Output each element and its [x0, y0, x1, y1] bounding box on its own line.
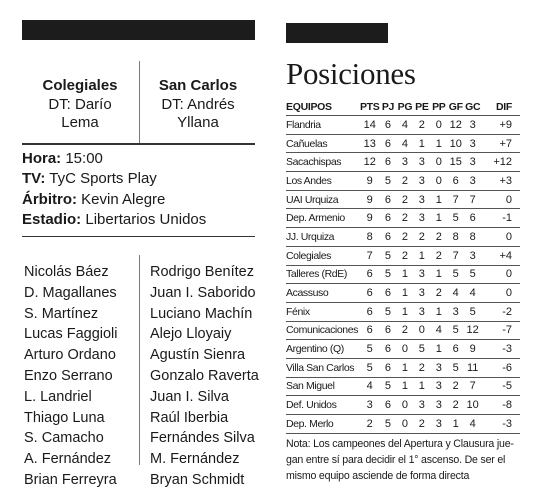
stat-cell: 1 [396, 284, 413, 303]
stat-cell: -6 [481, 358, 520, 377]
stat-cell: 13 [360, 134, 380, 153]
stat-cell: 5 [380, 246, 397, 265]
stat-cell: 5 [447, 265, 464, 284]
stat-cell: 12 [447, 116, 464, 135]
lineup-divider [139, 255, 140, 465]
player: Gonzalo Raverta [150, 367, 259, 384]
stat-cell: 6 [447, 340, 464, 359]
player: Brian Ferreyra [24, 471, 117, 488]
team-name-cell: Sacachispas [286, 153, 360, 172]
stat-cell: 2 [430, 246, 447, 265]
stat-cell: 6 [447, 172, 464, 191]
table-row [286, 134, 520, 153]
player: Fernándes Silva [150, 430, 255, 447]
stat-cell: 0 [481, 190, 520, 209]
stat-cell: 2 [396, 172, 413, 191]
stat-cell: -2 [481, 302, 520, 321]
estadio-line: Estadio: Libertarios Unidos [22, 211, 207, 228]
stat-cell: 4 [464, 415, 481, 434]
player: Alejo Lloyaiy [150, 326, 232, 343]
stat-cell: 14 [360, 116, 380, 135]
stat-cell: 8 [447, 228, 464, 247]
stat-cell: 7 [464, 190, 481, 209]
stat-cell: 15 [447, 153, 464, 172]
hora-line: Hora: 15:00 [22, 149, 103, 167]
stat-cell: 2 [396, 321, 413, 340]
away-team-name: San Carlos [158, 77, 238, 94]
stat-cell: +7 [481, 134, 520, 153]
stat-cell: 9 [464, 340, 481, 359]
stat-cell: 3 [360, 396, 380, 415]
team-name-cell: JJ. Urquiza [286, 228, 360, 247]
home-lineup [24, 262, 118, 491]
standings-panel [286, 23, 520, 484]
arbitro-line: Árbitro: Kevin Alegre [22, 190, 166, 208]
stat-cell: 6 [380, 284, 397, 303]
away-lineup [150, 262, 259, 491]
stat-cell: 5 [413, 340, 430, 359]
stat-cell: 5 [380, 265, 397, 284]
stat-cell: 1 [430, 190, 447, 209]
team-name-cell: Flandria [286, 116, 360, 135]
column-header: PG [397, 101, 413, 113]
stat-cell: 8 [360, 228, 380, 247]
stat-cell: 2 [396, 228, 413, 247]
stat-cell: 2 [413, 415, 430, 434]
team-name-cell: Villa San Carlos [286, 358, 360, 377]
standings-title: Posiciones [286, 56, 416, 91]
stat-cell: 1 [430, 265, 447, 284]
stat-cell: 7 [464, 377, 481, 396]
stat-cell: 6 [380, 190, 397, 209]
table-row [286, 153, 520, 172]
stat-cell: 3 [413, 284, 430, 303]
stat-cell: 5 [380, 377, 397, 396]
stat-cell: 4 [396, 116, 413, 135]
stat-cell: 3 [413, 209, 430, 228]
lineups [22, 237, 259, 488]
stat-cell: 3 [413, 265, 430, 284]
tv-line: TV: TyC Sports Play [22, 170, 157, 187]
stat-cell: 0 [396, 415, 413, 434]
stat-cell: 10 [447, 134, 464, 153]
player: Nicolás Báez [24, 264, 109, 280]
home-coach-line1: DT: Darío [48, 95, 112, 113]
stat-cell: 1 [396, 377, 413, 396]
stat-cell: 1 [430, 340, 447, 359]
player: Arturo Ordano [24, 347, 116, 364]
stat-cell: 3 [430, 415, 447, 434]
header-bar [22, 20, 255, 40]
stat-cell: 3 [447, 302, 464, 321]
stat-cell: 5 [380, 172, 397, 191]
stat-cell: -5 [481, 377, 520, 396]
stat-cell: 5 [464, 265, 481, 284]
stat-cell: 12 [464, 321, 481, 340]
table-row [286, 265, 520, 284]
stat-cell: 0 [430, 153, 447, 172]
team-name-cell: Fénix [286, 302, 360, 321]
table-row [286, 284, 520, 303]
stat-cell: +12 [481, 153, 520, 172]
player: Lucas Faggioli [24, 326, 118, 343]
team-name-cell: Acassuso [286, 284, 360, 303]
table-header [286, 99, 520, 116]
stat-cell: 3 [430, 358, 447, 377]
stat-cell: 2 [447, 377, 464, 396]
stat-cell: -3 [481, 415, 520, 434]
stat-cell: 2 [430, 284, 447, 303]
stat-cell: 2 [360, 415, 380, 434]
table-row [286, 358, 520, 377]
home-team-name: Colegiales [42, 77, 118, 94]
stat-cell: 6 [360, 265, 380, 284]
stat-cell: 0 [481, 265, 520, 284]
stat-cell: 2 [396, 246, 413, 265]
stat-cell: 5 [360, 340, 380, 359]
stat-cell: 6 [360, 284, 380, 303]
stat-cell: 0 [396, 340, 413, 359]
stat-cell: 6 [360, 302, 380, 321]
player: Juan I. Silva [150, 388, 229, 405]
team-name-cell: San Miguel [286, 377, 360, 396]
table-row [286, 377, 520, 396]
stat-cell: 0 [481, 228, 520, 247]
stat-cell: 6 [380, 358, 397, 377]
stat-cell: 6 [380, 116, 397, 135]
stat-cell: 5 [464, 302, 481, 321]
player: Luciano Machín [150, 305, 253, 322]
stat-cell: -3 [481, 340, 520, 359]
stat-cell: +3 [481, 172, 520, 191]
stat-cell: +4 [481, 246, 520, 265]
stat-cell: 0 [396, 396, 413, 415]
stat-cell: 3 [464, 172, 481, 191]
table-row [286, 172, 520, 191]
stat-cell: 3 [413, 172, 430, 191]
column-header: PJ [381, 101, 395, 113]
player: Raúl Iberbia [150, 409, 229, 426]
table-row [286, 209, 520, 228]
team-name-cell: Los Andes [286, 172, 360, 191]
player: S. Martínez [24, 305, 99, 322]
stat-cell: 6 [464, 209, 481, 228]
stat-cell: 0 [481, 284, 520, 303]
stat-cell: 3 [413, 302, 430, 321]
stat-cell: 0 [430, 116, 447, 135]
stat-cell: 3 [430, 377, 447, 396]
standings-table [286, 99, 520, 434]
stat-cell: 6 [380, 321, 397, 340]
table-row [286, 116, 520, 135]
team-name-cell: Dep. Armenio [286, 209, 360, 228]
teams-header [22, 61, 255, 143]
stat-cell: 4 [430, 321, 447, 340]
table-row [286, 340, 520, 359]
stat-cell: 3 [464, 153, 481, 172]
stat-cell: -7 [481, 321, 520, 340]
stat-cell: 9 [360, 172, 380, 191]
table-row [286, 396, 520, 415]
stat-cell: 2 [413, 358, 430, 377]
match-info [22, 145, 255, 236]
stat-cell: 3 [413, 153, 430, 172]
team-name-cell: UAI Urquiza [286, 190, 360, 209]
table-row [286, 228, 520, 247]
away-coach-line2: Yllana [177, 114, 219, 131]
stat-cell: 5 [447, 358, 464, 377]
player: A. Fernández [24, 451, 112, 468]
column-header: GF [448, 101, 463, 113]
stat-cell: 1 [430, 209, 447, 228]
table-row [286, 190, 520, 209]
player: Rodrigo Benítez [150, 264, 254, 280]
player: Enzo Serrano [24, 367, 113, 384]
team-name-cell: Colegiales [286, 246, 360, 265]
stat-cell: 3 [413, 396, 430, 415]
stat-cell: 3 [413, 190, 430, 209]
stat-cell: 7 [360, 246, 380, 265]
stat-cell: 2 [430, 228, 447, 247]
stat-cell: 2 [413, 228, 430, 247]
table-row [286, 415, 520, 434]
player: Bryan Schmidt [150, 471, 245, 488]
team-name-cell: Def. Unidos [286, 396, 360, 415]
stat-cell: +9 [481, 116, 520, 135]
home-coach-line2: Lema [61, 114, 99, 131]
stat-cell: -1 [481, 209, 520, 228]
stat-cell: 5 [447, 209, 464, 228]
stat-cell: 5 [360, 358, 380, 377]
player: M. Fernández [150, 451, 240, 468]
team-name-cell: Cañuelas [286, 134, 360, 153]
column-header: PP [432, 101, 446, 113]
stat-cell: 4 [360, 377, 380, 396]
player: S. Camacho [24, 430, 104, 447]
stat-cell: 3 [464, 134, 481, 153]
stat-cell: 4 [447, 284, 464, 303]
home-team [22, 77, 138, 133]
stat-cell: 2 [447, 396, 464, 415]
table-row [286, 302, 520, 321]
team-name-cell: Dep. Merlo [286, 415, 360, 434]
match-panel [22, 20, 259, 488]
standings-note: Nota: Los campeones del Apertura y Clausura jue- gan entre sí para decidir el 1° ascenso. De ser el mismo equipo asciende de forma directa [286, 437, 514, 482]
stat-cell: 6 [360, 321, 380, 340]
column-header: GC [465, 101, 481, 113]
stat-cell: 3 [464, 116, 481, 135]
stat-cell: 6 [380, 228, 397, 247]
stat-cell: 2 [413, 116, 430, 135]
column-header: DIF [495, 101, 512, 113]
table-row [286, 246, 520, 265]
player: L. Landriel [24, 388, 92, 405]
player: Juan I. Saborido [150, 284, 256, 301]
stat-cell: 9 [360, 209, 380, 228]
stat-cell: 6 [380, 209, 397, 228]
stat-cell: 6 [380, 396, 397, 415]
stat-cell: 1 [413, 246, 430, 265]
stat-cell: 6 [380, 134, 397, 153]
stat-cell: 1 [396, 358, 413, 377]
stat-cell: 1 [430, 302, 447, 321]
player: Thiago Luna [24, 409, 105, 426]
stat-cell: 6 [380, 340, 397, 359]
team-name-cell: Talleres (RdE) [286, 265, 360, 284]
stat-cell: 0 [413, 321, 430, 340]
stat-cell: 2 [396, 190, 413, 209]
stat-cell: 12 [360, 153, 380, 172]
stat-cell: -8 [481, 396, 520, 415]
stat-cell: 2 [396, 209, 413, 228]
column-header: PTS [359, 101, 380, 113]
stat-cell: 1 [430, 134, 447, 153]
stat-cell: 11 [464, 358, 481, 377]
stat-cell: 8 [464, 228, 481, 247]
stat-cell: 4 [464, 284, 481, 303]
stat-cell: 3 [396, 153, 413, 172]
stat-cell: 1 [447, 415, 464, 434]
stat-cell: 3 [464, 246, 481, 265]
stat-cell: 1 [396, 302, 413, 321]
stat-cell: 7 [447, 246, 464, 265]
stat-cell: 0 [430, 172, 447, 191]
team-name-cell: Comunicaciones [286, 321, 360, 340]
stat-cell: 9 [360, 190, 380, 209]
player: Agustín Sienra [150, 347, 246, 364]
stat-cell: 3 [430, 396, 447, 415]
column-header: EQUIPOS [286, 101, 332, 113]
stat-cell: 10 [464, 396, 481, 415]
column-header: PE [415, 101, 429, 113]
stat-cell: 1 [396, 265, 413, 284]
table-row [286, 321, 520, 340]
player: D. Magallanes [24, 284, 117, 301]
stat-cell: 1 [413, 377, 430, 396]
stat-cell: 5 [380, 302, 397, 321]
stat-cell: 5 [447, 321, 464, 340]
stat-cell: 4 [396, 134, 413, 153]
stat-cell: 5 [380, 415, 397, 434]
away-coach-line1: DT: Andrés [161, 95, 235, 113]
stat-cell: 7 [447, 190, 464, 209]
away-team [140, 77, 256, 133]
stat-cell: 1 [413, 134, 430, 153]
header-bar [286, 23, 388, 43]
team-name-cell: Argentino (Q) [286, 340, 360, 359]
stat-cell: 6 [380, 153, 397, 172]
